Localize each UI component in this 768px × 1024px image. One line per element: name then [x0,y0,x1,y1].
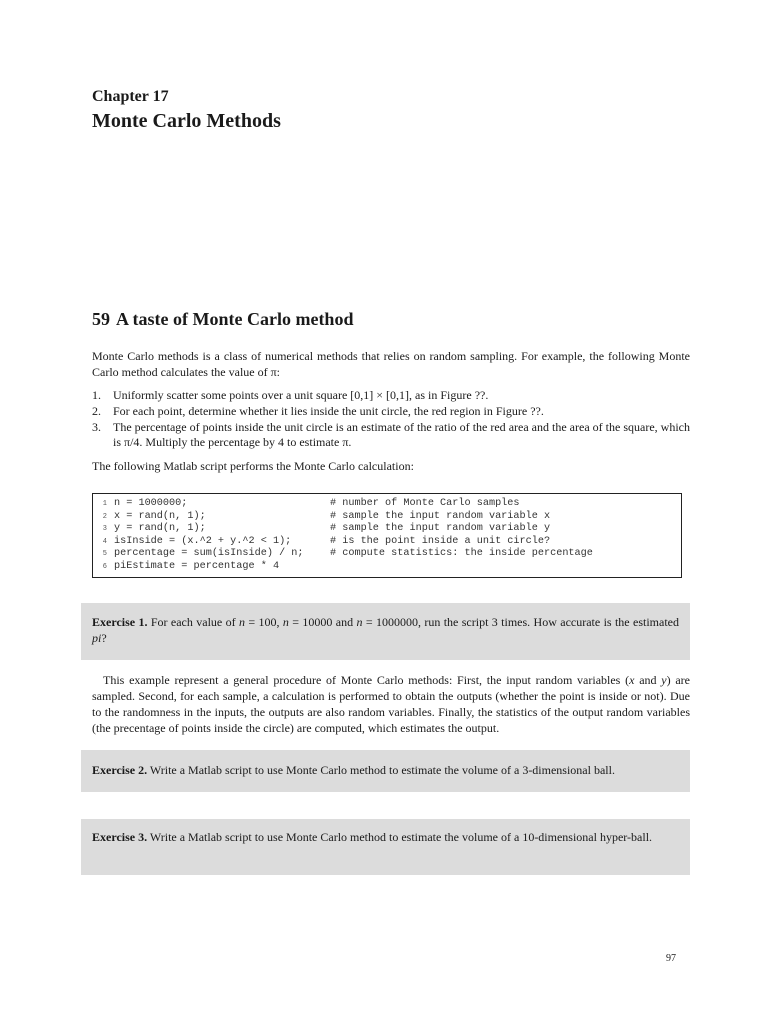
paragraph-text: ) are sampled. Second, for each sample, a calculation is performed to obtain the outputs (whether the point is inside or not). Due to the randomness in the inputs, the outputs are also random variables. Finally, the statistics of the output random variables (the precentage of points inside the circle) are computed, which estimates the output. [92,673,690,735]
code-comment: # sample the input random variable y [330,523,551,535]
code-text: y = rand(n, 1); [114,523,206,535]
code-comment: # is the point inside a unit circle? [330,535,551,547]
math-var: y [661,673,667,687]
exercise-text: = 1000000, run the script 3 times. How accurate is the estimated [362,615,679,629]
paragraph-text: and [634,673,662,687]
step-text: The percentage of points inside the unit circle is an estimate of the ratio of the red area and the area of the square, which is π/4. Multiply the percentage by 4 to estimate π. [113,420,690,449]
exercise-1 [81,603,690,660]
exercise-text: Write a Matlab script to use Monte Carlo method to estimate the volume of a 10-dimensional hyper-ball. [147,830,653,844]
paragraph-text: This example represent a general procedure of Monte Carlo methods: First, the input random variables ( [103,673,630,687]
list-item [92,404,690,419]
list-item [92,420,690,450]
code-intro: The following Matlab script performs the Monte Carlo calculation: [92,459,414,473]
section-number: 59 [92,309,110,329]
line-number: 1 [102,500,107,508]
math-var: x [629,673,635,687]
exercise-2 [81,750,690,792]
math-var: n [282,615,289,629]
exercise-text: ? [101,631,107,645]
math-var: n [356,615,363,629]
exercise-3 [81,819,690,875]
code-comment: # sample the input random variable x [330,510,551,522]
math-var: n [238,615,245,629]
exercise-text: = 10000 and [288,615,357,629]
line-number: 5 [102,550,107,559]
line-number: 6 [102,562,107,571]
exercise-label: Exercise 2. [92,763,148,777]
line-number: 2 [102,512,107,521]
general-procedure-paragraph [92,672,690,736]
section-title [92,309,353,330]
step-number: 3. [92,420,101,434]
exercise-text: = 100, [244,615,283,629]
step-number: 2. [92,404,101,418]
exercise-label: Exercise 1. [92,615,148,629]
list-item [92,388,690,403]
code-listing [92,493,682,578]
step-number: 1. [92,388,101,402]
step-text: Uniformly scatter some points over a unit square [0,1] × [0,1], as in Figure ??. [113,388,489,402]
section-title-text: A taste of Monte Carlo method [116,309,354,329]
exercise-text: For each value of [147,615,239,629]
step-text: For each point, determine whether it lies inside the unit circle, the red region in Figure ??. [113,404,544,418]
code-text: percentage = sum(isInside) / n; [114,548,304,560]
code-text: piEstimate = percentage * 4 [114,560,280,572]
code-comment: # compute statistics: the inside percentage [330,548,593,560]
exercise-text: Write a Matlab script to use Monte Carlo method to estimate the volume of a 3-dimensional ball. [147,763,615,777]
intro-paragraph: Monte Carlo methods is a class of numerical methods that relies on random sampling. For example, the following Monte Carlo method calculates the value of π: [92,349,690,379]
chapter-title: Monte Carlo Methods [92,110,281,132]
exercise-label: Exercise 3. [92,830,148,844]
chapter-label: Chapter 17 [92,88,169,105]
steps-list [92,388,690,451]
code-text: x = rand(n, 1); [114,510,206,522]
page-number: 97 [666,953,676,964]
code-comment: # number of Monte Carlo samples [330,498,520,509]
code-text: n = 1000000; [114,498,188,509]
code-text: isInside = (x.^2 + y.^2 < 1); [114,535,292,547]
line-number: 3 [102,525,107,534]
math-var: pi [92,631,102,645]
line-number: 4 [102,537,107,546]
